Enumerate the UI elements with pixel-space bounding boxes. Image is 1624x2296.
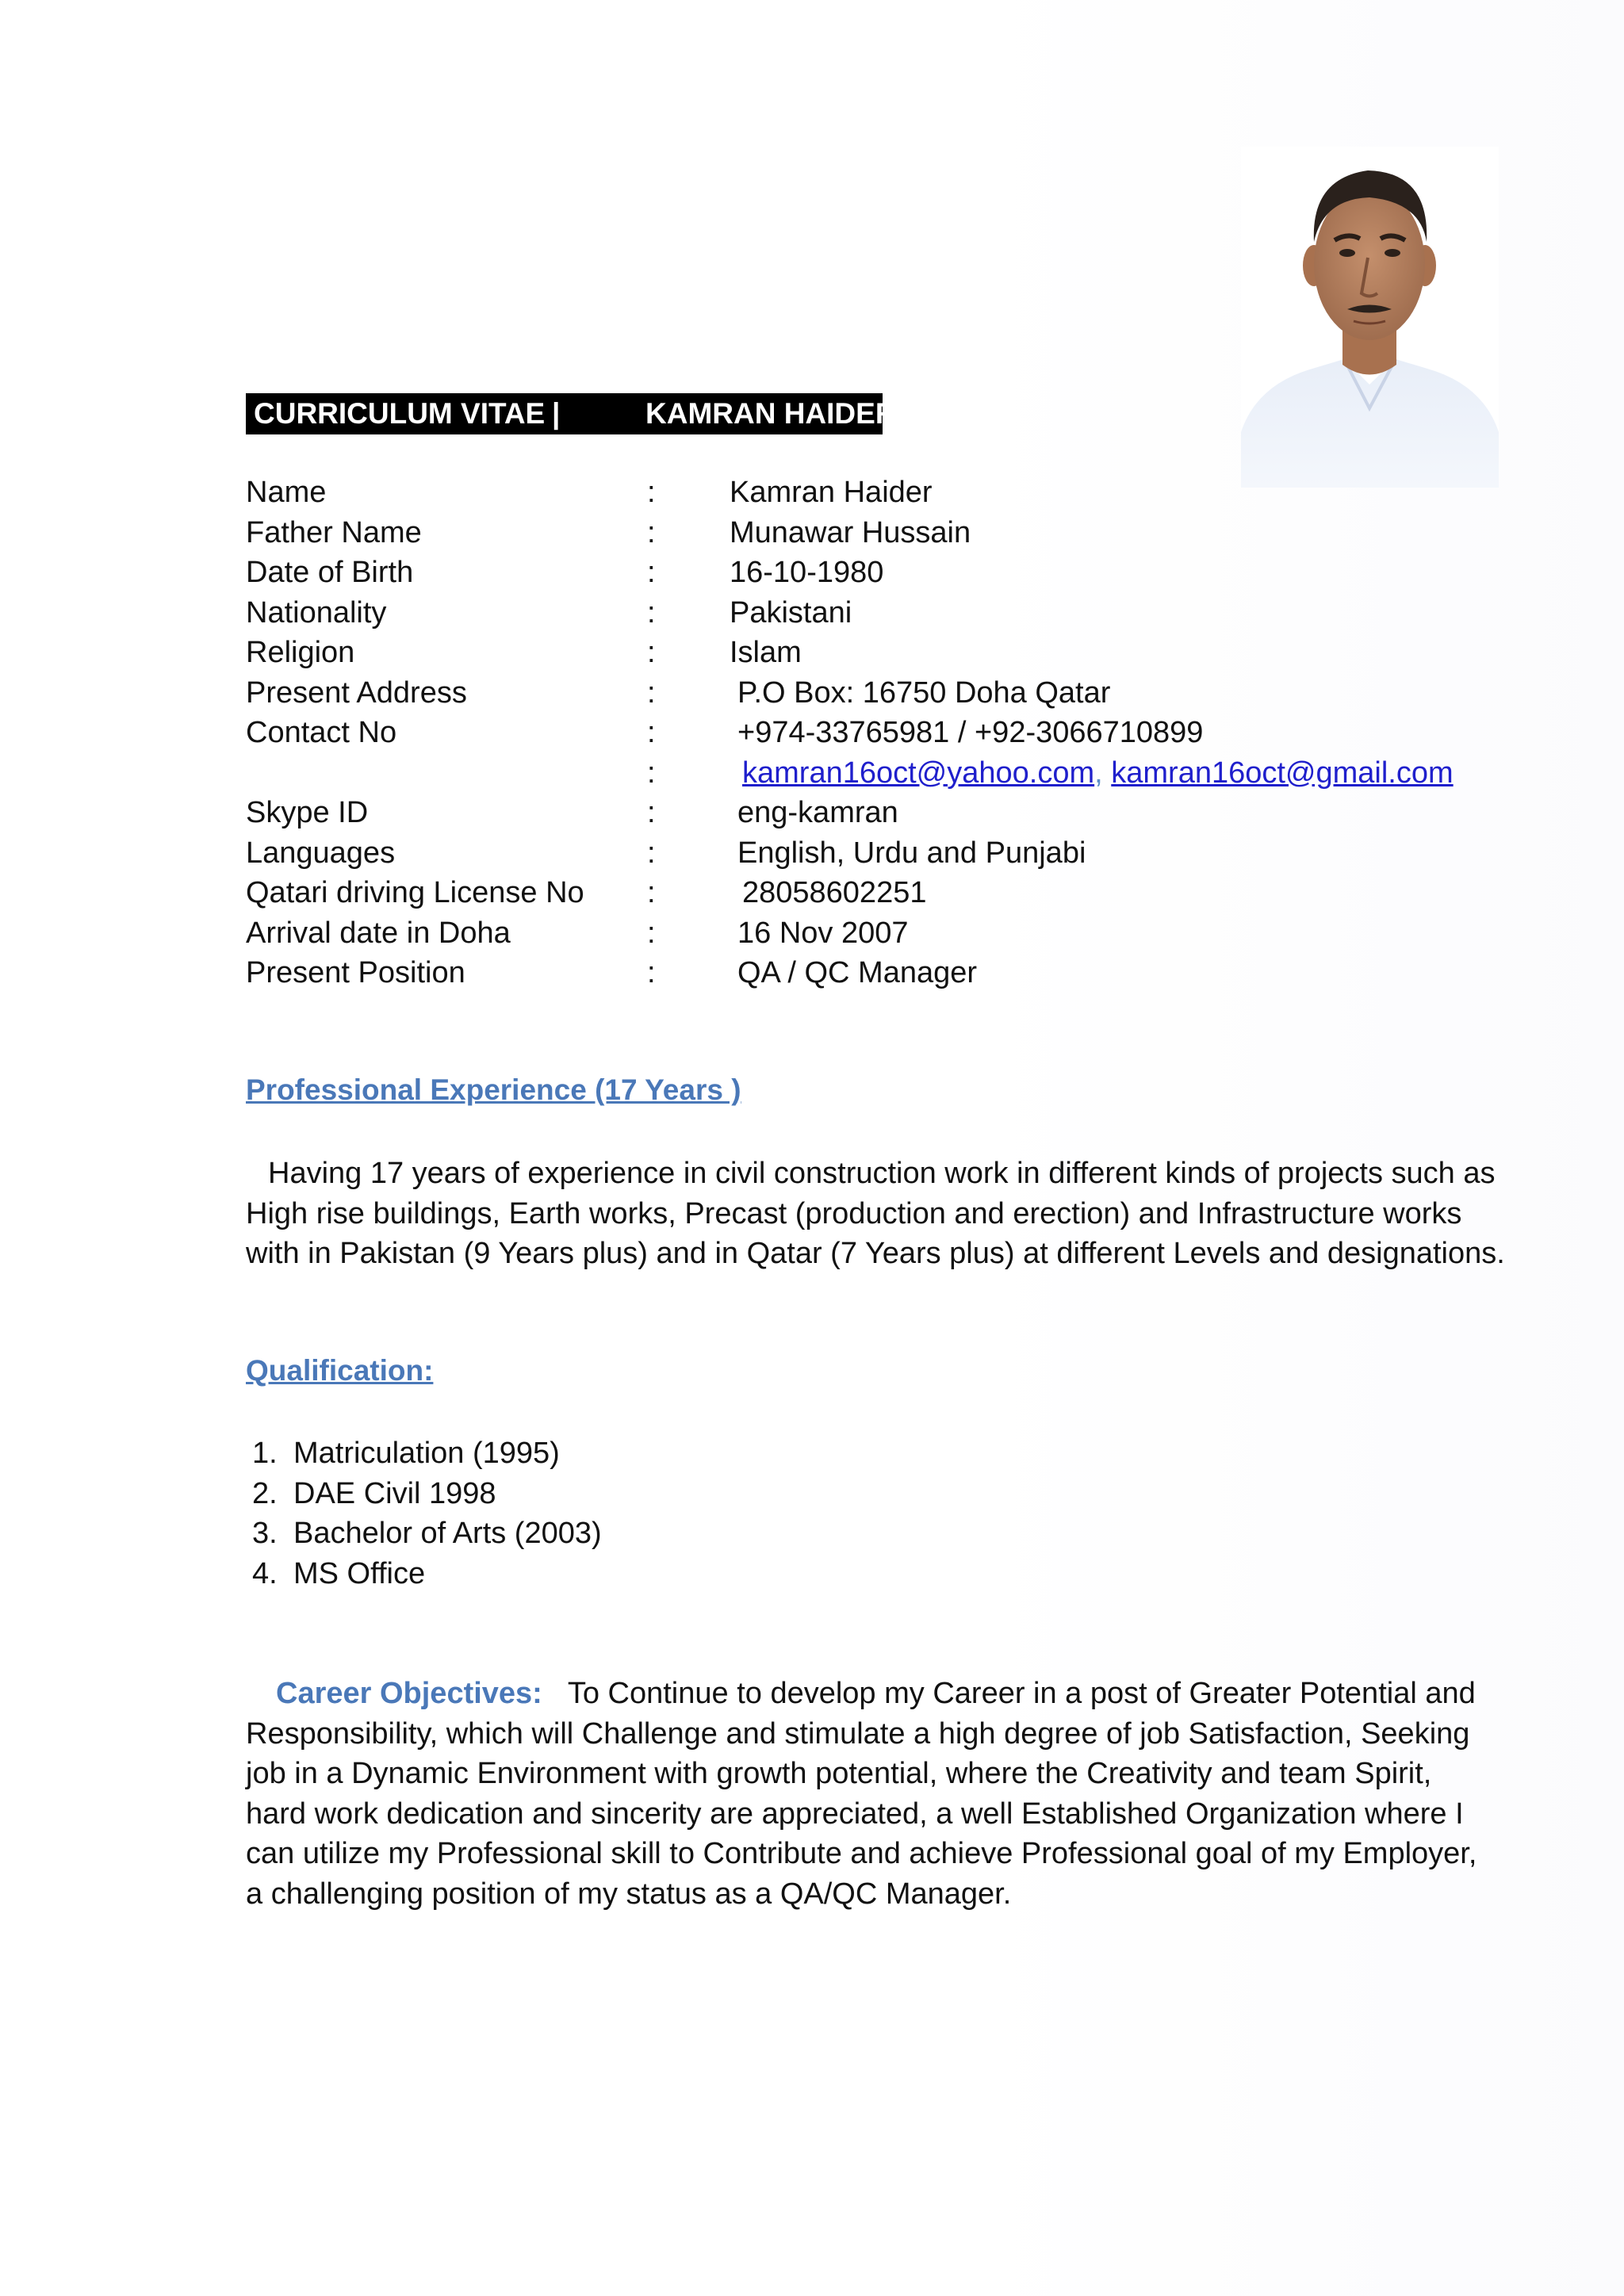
info-colon: : bbox=[647, 836, 656, 870]
info-colon: : bbox=[647, 636, 656, 669]
list-number: 1. bbox=[252, 1437, 278, 1470]
info-label: Religion bbox=[246, 636, 355, 669]
list-text: MS Office bbox=[293, 1556, 426, 1590]
list-text: DAE Civil 1998 bbox=[293, 1476, 496, 1510]
info-value: P.O Box: 16750 Doha Qatar bbox=[737, 675, 1111, 710]
info-value: Kamran Haider bbox=[730, 476, 933, 509]
info-label: Skype ID bbox=[246, 796, 369, 829]
list-number: 2. bbox=[252, 1476, 278, 1510]
info-value: English, Urdu and Punjabi bbox=[737, 836, 1086, 870]
info-label: Present Position bbox=[246, 956, 465, 989]
info-value: 16-10-1980 bbox=[730, 556, 884, 589]
paragraph-line: a challenging position of my status as a QA/QC Manager. bbox=[246, 1877, 1012, 1911]
paragraph-line: Responsibility, which will Challenge and stimulate a high degree of job Satisfaction, Seeking bbox=[246, 1716, 1470, 1751]
info-label: Date of Birth bbox=[246, 556, 414, 589]
info-value: +974-33765981 / +92-3066710899 bbox=[737, 716, 1204, 749]
info-value: QA / QC Manager bbox=[737, 956, 978, 989]
paragraph-line: job in a Dynamic Environment with growth potential, where the Creativity and team Spirit, bbox=[246, 1757, 1432, 1790]
info-colon: : bbox=[647, 956, 656, 989]
qualification-heading: Qualification: bbox=[246, 1354, 434, 1387]
career-first-line bbox=[246, 1674, 1507, 1714]
info-colon: : bbox=[647, 595, 656, 629]
info-label: Arrival date in Doha bbox=[246, 916, 511, 950]
email-link-gmail[interactable]: kamran16oct@gmail.com bbox=[1111, 756, 1454, 790]
info-value: 28058602251 bbox=[742, 876, 927, 909]
info-colon: : bbox=[647, 716, 656, 749]
title-separator: | bbox=[552, 397, 561, 430]
career-label: Career Objectives: bbox=[276, 1677, 542, 1710]
info-label: Nationality bbox=[246, 595, 387, 629]
info-colon: : bbox=[647, 876, 656, 909]
info-value: Munawar Hussain bbox=[730, 515, 971, 549]
info-value: Pakistani bbox=[730, 595, 852, 629]
cv-title-bar bbox=[246, 393, 897, 434]
experience-heading: Professional Experience (17 Years ) bbox=[246, 1073, 741, 1106]
info-value: 16 Nov 2007 bbox=[737, 916, 909, 950]
info-value: Islam bbox=[730, 636, 802, 669]
paragraph-line: Having 17 years of experience in civil construction work in different kinds of projects such as bbox=[268, 1157, 1496, 1190]
info-label: Name bbox=[246, 476, 327, 509]
email-link-yahoo[interactable]: kamran16oct@yahoo.com bbox=[742, 756, 1095, 790]
info-colon: : bbox=[647, 916, 656, 950]
paragraph-line: can utilize my Professional skill to Contribute and achieve Professional goal of my Employer, bbox=[246, 1837, 1477, 1870]
info-colon: : bbox=[647, 556, 656, 589]
info-colon: : bbox=[647, 756, 656, 790]
info-value: eng-kamran bbox=[737, 796, 898, 829]
info-label: Present Address bbox=[246, 675, 467, 710]
info-label: Father Name bbox=[246, 515, 422, 549]
email-value bbox=[742, 753, 1454, 794]
list-number: 3. bbox=[252, 1517, 278, 1550]
profile-photo bbox=[1241, 147, 1499, 488]
career-first-text: To Continue to develop my Career in a post of Greater Potential and bbox=[567, 1677, 1476, 1710]
info-label: Contact No bbox=[246, 716, 397, 749]
info-label: Languages bbox=[246, 836, 396, 870]
info-colon: : bbox=[647, 515, 656, 549]
info-colon: : bbox=[647, 796, 656, 829]
info-colon: : bbox=[647, 476, 656, 509]
experience-paragraph bbox=[246, 1154, 1507, 1274]
paragraph-line: with in Pakistan (9 Years plus) and in Qatar (7 Years plus) at different Levels and designations. bbox=[246, 1237, 1505, 1270]
info-label: Qatari driving License No bbox=[246, 876, 584, 909]
email-separator: , bbox=[1094, 756, 1103, 790]
career-objectives bbox=[246, 1674, 1507, 1914]
list-text: Bachelor of Arts (2003) bbox=[293, 1517, 602, 1550]
cv-label: CURRICULUM VITAE bbox=[254, 397, 546, 430]
info-colon: : bbox=[647, 675, 656, 710]
paragraph-line: High rise buildings, Earth works, Precast (production and erection) and Infrastructure works bbox=[246, 1196, 1462, 1230]
candidate-name-title: KAMRAN HAIDER bbox=[645, 397, 897, 430]
list-text: Matriculation (1995) bbox=[293, 1437, 560, 1470]
list-number: 4. bbox=[252, 1556, 278, 1590]
paragraph-line: hard work dedication and sincerity are appreciated, a well Established Organization where I bbox=[246, 1797, 1464, 1831]
